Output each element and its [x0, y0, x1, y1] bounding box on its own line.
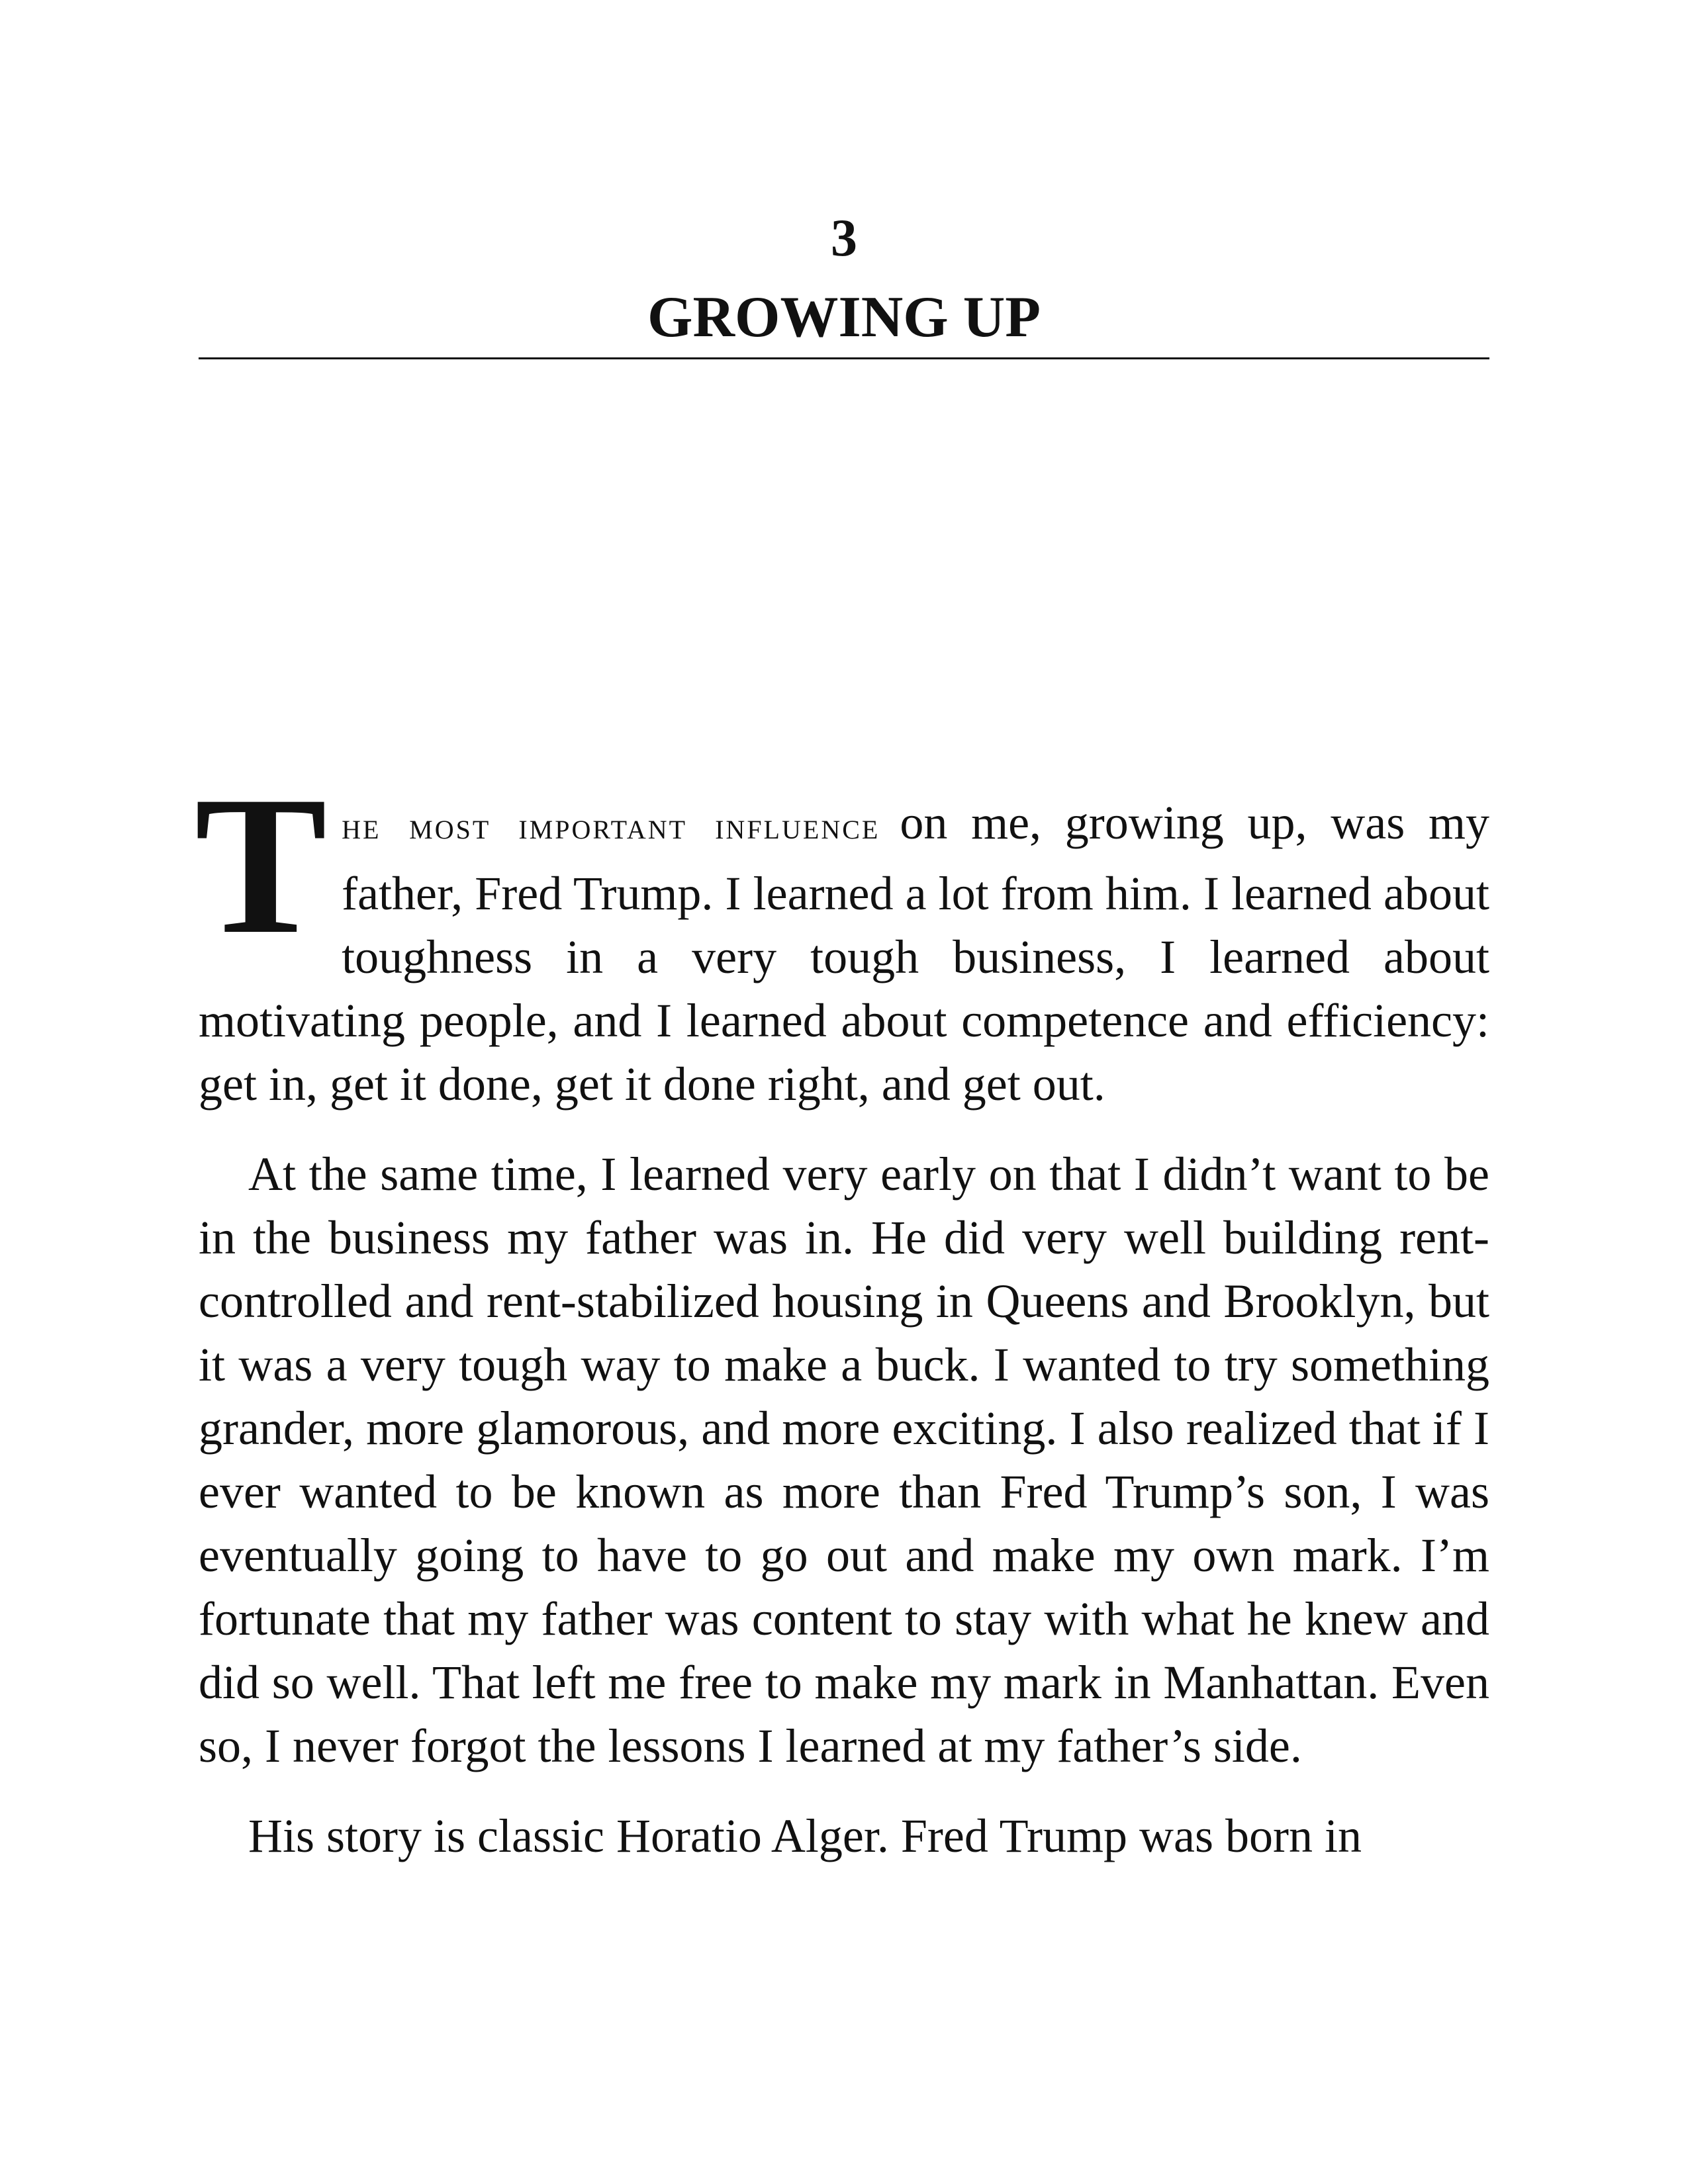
paragraph-1-text: on me, growing up, was my father, Fred Trump. I learned a lot from him. I learned about toughness in a very tough business, I learned about motivating people, and I learned about competence and efficiency: get in, get it done, get it done right, and get out. [199, 796, 1490, 1111]
drop-cap: T [195, 755, 328, 975]
small-caps-lead: HE MOST IMPORTANT INFLUENCE [342, 815, 880, 844]
paragraph-3: His story is classic Horatio Alger. Fred Trump was born in [248, 1809, 1362, 1862]
paragraph-2: At the same time, I learned very early on that I didn’t want to be in the business my father was in. He did very well building rent-controlled and rent-stabilized housing in Queens and Brooklyn, but it was a very tough way to make a buck. I wanted to try something grander, more glamorous, and more exciting. I also realized that if I ever wanted to be known as more than Fred Trump’s son, I was eventually going to have to go out and make my own mark. I’m fortunate that my father was content to stay with what he knew and did so well. That left me free to make my mark in Manhattan. Even so, I never forgot the lessons I learned at my father’s side. [199, 1148, 1489, 1772]
chapter-body [195, 755, 1490, 1868]
paragraph-1 [195, 755, 1490, 1116]
title-divider [199, 357, 1489, 359]
chapter-title: GROWING UP [647, 285, 1041, 349]
chapter-number: 3 [831, 209, 857, 267]
